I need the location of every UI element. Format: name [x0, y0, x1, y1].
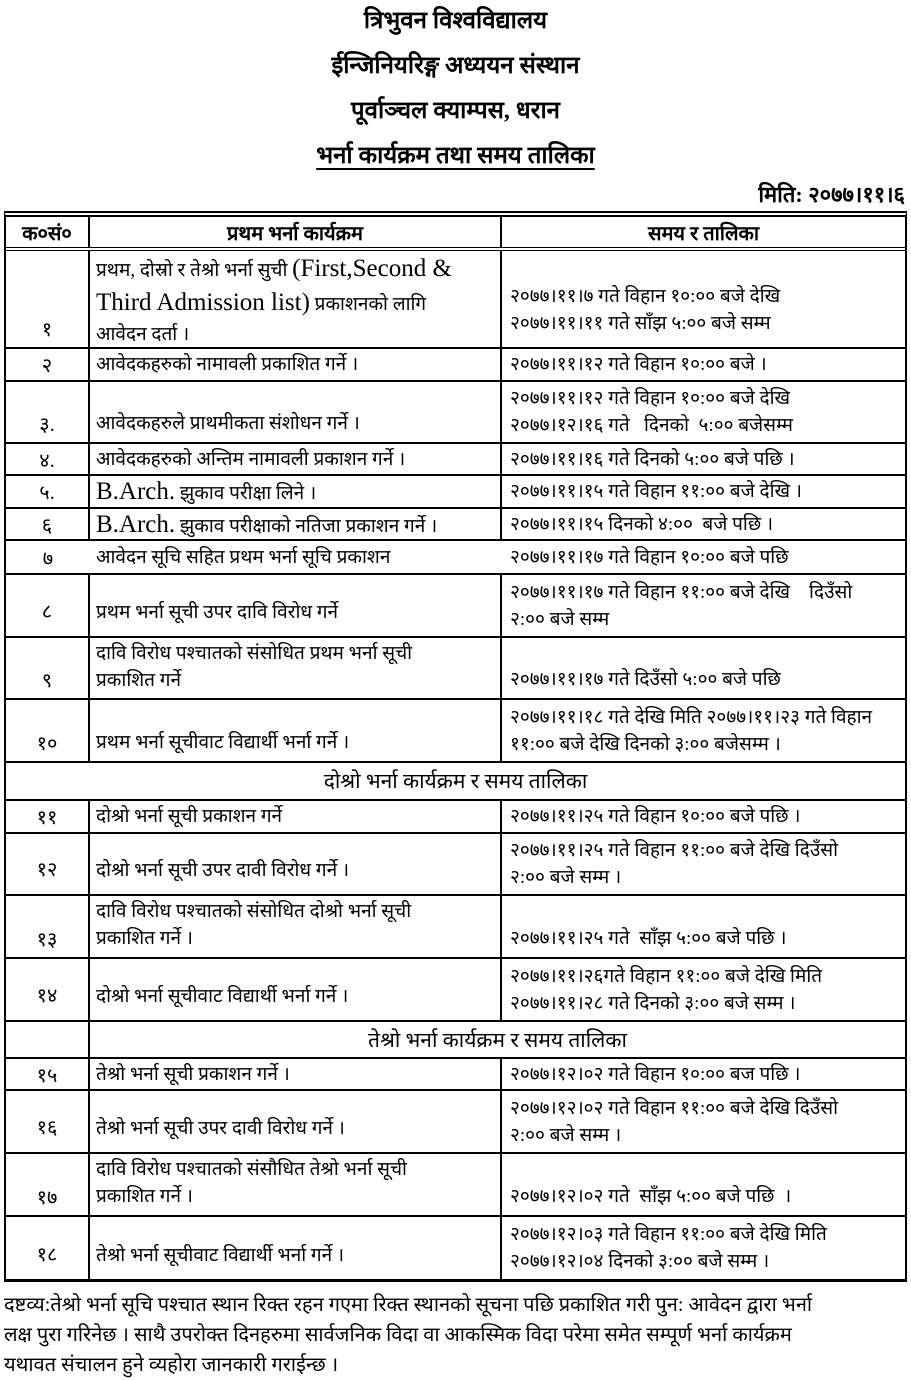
serial-cell: ७	[42, 547, 54, 570]
time-cell: २०७७।१२।०२ गते साँझ ५:०० बजे पछि ।	[510, 1186, 792, 1207]
activity-cell: प्रथम भर्ना सूची उपर दावि विरोध गर्ने	[90, 575, 502, 636]
note-line-2: लक्ष पुरा गरिनेछ । साथै उपरोक्त दिनहरुमा सार्वजनिक विदा वा आकस्मिक विदा परेमा समेत सम्पूर्ण भर्ना कार्यक्रम	[4, 1324, 792, 1346]
serial-cell: २	[6, 349, 90, 380]
schedule-table	[4, 211, 907, 1282]
section-row-third	[6, 1022, 905, 1059]
section-row-second	[6, 763, 905, 801]
table-row	[6, 444, 905, 476]
activity-line: प्रथम, दोस्रो र तेश्रो भर्ना सुची (First,Second &	[96, 255, 452, 282]
institute-name: ईन्जिनियरिङ्ग अध्ययन संस्थान	[331, 53, 580, 79]
date-line: मिति: २०७७।११।६	[758, 182, 905, 207]
time-line: २०७७।११।११ गते साँझ ५:०० बजे सम्म	[510, 313, 771, 334]
activity-cell	[90, 476, 502, 507]
note-line-1: दष्टव्य:तेश्रो भर्ना सूचि पश्चात स्थान रिक्त रहन गएमा रिक्त स्थानको सूचना पछि प्रकाशित गरी पुन: आवेदन द्वारा भर्ना	[4, 1294, 813, 1316]
activity-line: Third Admission list) प्रकाशनको लागि	[96, 289, 427, 316]
activity-cell: दोश्रो भर्ना सूची प्रकाशन गर्ने	[90, 801, 502, 832]
footer-note	[4, 1290, 907, 1380]
time-line: २०७७।११।७ गते विहान १०:०० बजे देखि	[510, 286, 781, 307]
table-row	[6, 801, 905, 834]
activity-cell: दावि विरोध पश्चातको संसौधित तेश्रो भर्ना सूची प्रकाशित गर्ने ।	[90, 1154, 502, 1215]
serial-cell: १	[6, 251, 90, 347]
table-row	[6, 1059, 905, 1091]
header-block	[0, 0, 911, 171]
activity-cell	[90, 251, 502, 347]
section-empty-cell	[6, 1022, 90, 1057]
table-row	[6, 541, 905, 575]
activity-cell: प्रथम भर्ना सूचीवाट विद्यार्थी भर्ना गर्ने ।	[90, 700, 502, 761]
note-line-3: यथावत संचालन हुने व्यहोरा जानकारी गराईन्छ ।	[4, 1354, 339, 1376]
time-cell: २०७७।११।१२ गते विहान १०:०० बजे ।	[510, 354, 767, 375]
section-title: तेश्रो भर्ना कार्यक्रम र समय तालिका	[368, 1027, 627, 1052]
serial-cell: ६	[6, 509, 90, 539]
time-cell: २०७७।१२।०२ गते विहान ११:०० बजे देखि दिउँसो २:०० बजे सम्म ।	[510, 1097, 838, 1146]
header-sn: क०सं०	[6, 217, 90, 247]
table-row	[6, 476, 905, 509]
serial-cell: १५	[6, 1059, 90, 1089]
header-activity: प्रथम भर्ना कार्यक्रम	[90, 217, 502, 247]
serial-cell: ३.	[6, 382, 90, 442]
serial-cell: १३	[6, 896, 90, 957]
page-title: भर्ना कार्यक्रम तथा समय तालिका	[316, 143, 595, 169]
activity-cell: दोश्रो भर्ना सूचीवाट विद्यार्थी भर्ना गर्ने ।	[90, 959, 502, 1020]
activity-cell	[90, 509, 502, 539]
activity-line: B.Arch. झुकाव परीक्षाको नतिजा प्रकाशन गर्ने ।	[96, 510, 438, 538]
serial-cell: १८	[6, 1217, 90, 1279]
time-cell: २०७७।११।१७ गते दिउँसो ५:०० बजे पछि	[510, 669, 781, 690]
table-row	[6, 1154, 905, 1217]
table-row	[6, 251, 905, 349]
time-cell: २०७७।११।१६ गते दिनको ५:०० बजे पछि ।	[510, 448, 795, 470]
activity-cell: दावि विरोध पश्चातको संसोधित दोश्रो भर्ना सूची प्रकाशित गर्ने ।	[90, 896, 502, 957]
table-row	[6, 1217, 905, 1279]
serial-cell: १७	[6, 1154, 90, 1215]
activity-line: B.Arch. झुकाव परीक्षा लिने ।	[96, 478, 317, 505]
table-row	[6, 349, 905, 382]
serial-cell: ८	[6, 575, 90, 636]
time-cell: २०७७।११।१५ गते विहान ११:०० बजे देखि ।	[510, 481, 803, 502]
serial-cell: १०	[6, 700, 90, 761]
activity-cell: आवेदकहरुको नामावली प्रकाशित गर्ने ।	[90, 349, 502, 380]
time-cell: २०७७।११।२६गते विहान ११:०० बजे देखि मिति २०७७।११।२८ गते दिनको ३:०० बजे सम्म ।	[510, 965, 823, 1014]
activity-cell: तेश्रो भर्ना सूची उपर दावी विरोध गर्ने ।	[90, 1091, 502, 1152]
campus-name: पूर्वाञ्चल क्याम्पस, धरान	[351, 98, 560, 124]
serial-cell: १२	[6, 834, 90, 894]
table-row	[6, 575, 905, 638]
activity-cell: तेश्रो भर्ना सूचीवाट विद्यार्थी भर्ना गर्ने ।	[90, 1217, 502, 1279]
table-row	[6, 382, 905, 444]
time-cell: २०७७।११।१८ गते देखि मिति २०७७।११।२३ गते विहान ११:०० बजे देखि दिनको ३:०० बजेसम्म ।	[510, 706, 873, 755]
table-row	[6, 509, 905, 541]
activity-line: आवेदन दर्ता ।	[96, 324, 190, 345]
activity-cell: दावि विरोध पश्चातको संसोधित प्रथम भर्ना सूची प्रकाशित गर्ने	[90, 638, 502, 698]
serial-cell: ९	[6, 638, 90, 698]
time-cell	[502, 251, 905, 347]
time-cell: २०७७।१२।०३ गते विहान ११:०० बजे देखि मिति २०७७।१२।०४ दिनको ३:०० बजे सम्म ।	[510, 1224, 827, 1272]
time-cell: २०७७।१२।०२ गते विहान १०:०० बज पछि ।	[510, 1063, 801, 1085]
time-cell: २०७७।११।२५ गते विहान ११:०० बजे देखि दिउँसो २:०० बजे सम्म ।	[510, 840, 838, 888]
time-cell: २०७७।११।१५ दिनको ४:०० बजे पछि ।	[510, 513, 774, 535]
activity-cell: तेश्रो भर्ना सूची प्रकाशन गर्ने ।	[90, 1059, 502, 1089]
table-header-row	[6, 217, 905, 251]
table-row	[6, 834, 905, 896]
serial-cell: १४	[6, 959, 90, 1020]
table-row	[6, 638, 905, 700]
serial-cell: ११	[6, 801, 90, 832]
serial-cell: १६	[6, 1091, 90, 1152]
time-cell: २०७७।११।१७ गते विहान १०:०० बजे पछि	[510, 546, 789, 568]
time-cell: २०७७।११।१२ गते विहान १०:०० बजे देखि २०७७।१२।१६ गते दिनको ५:०० बजेसम्म	[510, 388, 794, 436]
time-cell: २०७७।११।२५ गते साँझ ५:०० बजे पछि ।	[510, 928, 787, 949]
activity-cell: दोश्रो भर्ना सूची उपर दावी विरोध गर्ने ।	[90, 834, 502, 894]
table-row	[6, 700, 905, 763]
time-cell: २०७७।११।२५ गते विहान १०:०० बजे पछि ।	[510, 806, 801, 827]
table-row	[6, 896, 905, 959]
activity-cell: आवेदकहरुले प्राथमीकता संशोधन गर्ने ।	[90, 382, 502, 442]
header-time: समय र तालिका	[647, 222, 760, 245]
serial-cell: ४.	[6, 444, 90, 474]
time-cell: २०७७।११।१७ गते विहान ११:०० बजे देखि दिउँसो २:०० बजे सम्म	[510, 581, 853, 630]
activity-cell: आवेदकहरुको अन्तिम नामावली प्रकाशन गर्ने ।	[90, 444, 502, 474]
activity-cell: आवेदन सूचि सहित प्रथम भर्ना सूचि प्रकाशन	[96, 546, 391, 568]
table-row	[6, 959, 905, 1022]
table-row	[6, 1091, 905, 1154]
section-title: दोश्रो भर्ना कार्यक्रम र समय तालिका	[323, 769, 588, 793]
serial-cell: ५.	[6, 476, 90, 507]
university-name: त्रिभुवन विश्वविद्यालय	[363, 8, 548, 34]
